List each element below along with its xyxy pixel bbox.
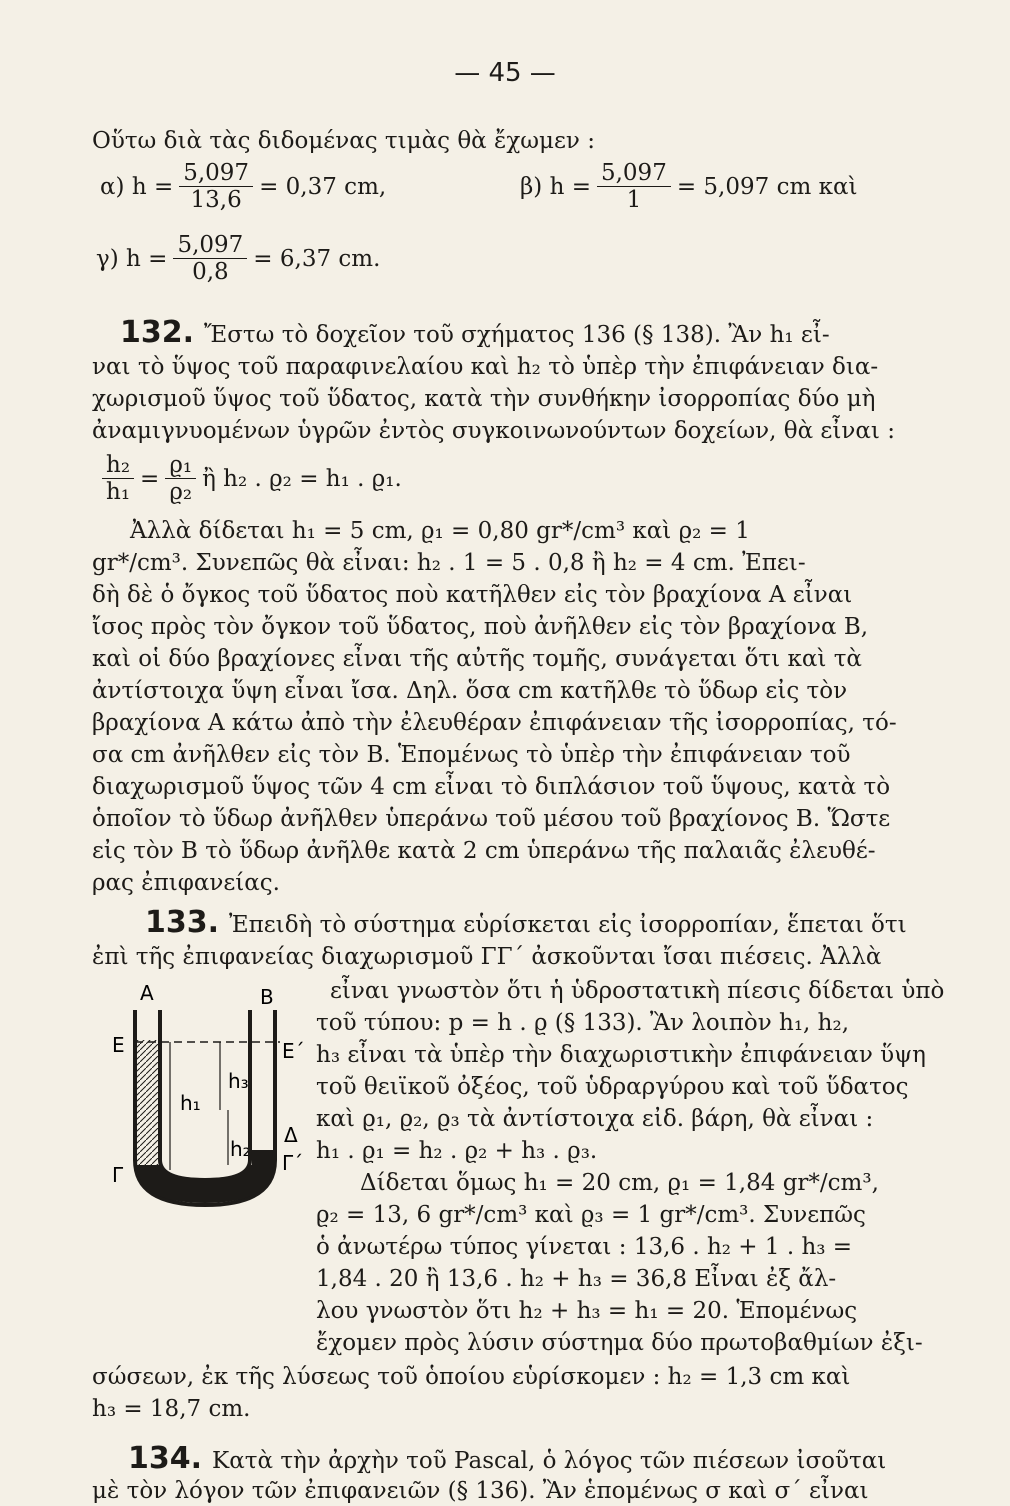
s133-end-1: σώσεων, ἐκ τῆς λύσεως τοῦ ὁποίου εὑρίσκομεν : h₂ = 1,3 cm καὶ	[92, 1364, 851, 1390]
s133-line-2: ἐπὶ τῆς ἐπιφανείας διαχωρισμοῦ ΓΓ΄ ἀσκοῦνται ἴσαι πιέσεις. Ἀλλὰ	[92, 944, 882, 970]
s133-right-3: h₃ εἶναι τὰ ὑπὲρ τὴν διαχωριστικὴν ἐπιφάνειαν ὕψη	[316, 1042, 926, 1068]
s134-line-1: 134. Κατὰ τὴν ἀρχὴν τοῦ Pascal, ὁ λόγος τῶν πιέσεων ἰσοῦται	[128, 1441, 887, 1476]
s133-right-12: ἔχομεν πρὸς λύσιν σύστημα δύο πρωτοβαθμίων ἐξι-	[316, 1330, 923, 1356]
figure-label-d: Δ	[284, 1123, 298, 1147]
s133-right-11: λου γνωστὸν ὅτι h₂ + h₃ = h₁ = 20. Ἑπομένως	[316, 1298, 858, 1324]
s132-line-13: διαχωρισμοῦ ὕψος τῶν 4 cm εἶναι τὸ διπλάσιον τοῦ ὕψους, κατὰ τὸ	[92, 774, 891, 800]
s132-line-16: ρας ἐπιφανείας.	[92, 870, 280, 896]
s132-line-15: εἰς τὸν Β τὸ ὕδωρ ἀνῆλθε κατὰ 2 cm ὑπεράνω τῆς παλαιᾶς ἐλευθέ-	[92, 838, 876, 864]
equation-g: γ) h = $\frac{5,097}{0,8}$ = 6,37 cm.	[96, 232, 381, 285]
figure-label-h3: h₃	[228, 1069, 249, 1093]
s133-right-6: h₁ . ϱ₁ = h₂ . ϱ₂ + h₃ . ϱ₃.	[316, 1138, 598, 1164]
s133-right-10: 1,84 . 20 ἢ 13,6 . h₂ + h₃ = 36,8 Εἶναι ἐξ ἄλ-	[316, 1266, 837, 1292]
figure-label-g-prime: Γ΄	[282, 1151, 304, 1175]
u-tube-figure	[110, 960, 310, 1210]
s134-line-2: μὲ τὸν λόγον τῶν ἐπιφανειῶν (§ 136). Ἂν ἑπομένως σ καὶ σ΄ εἶναι	[92, 1478, 869, 1504]
s132-line-11: βραχίονα Α κάτω ἀπὸ τὴν ἐλευθέραν ἐπιφάνειαν τῆς ἰσορροπίας, τό-	[92, 710, 897, 736]
s133-right-8: ϱ₂ = 13, 6 gr*/cm³ καὶ ϱ₃ = 1 gr*/cm³. Συνεπῶς	[316, 1202, 866, 1228]
equation-b: β) h = $\frac{5,097}{1}$ = 5,097 cm καὶ	[520, 160, 858, 213]
figure-label-e-prime: E΄	[282, 1039, 305, 1063]
figure-label-b: B	[260, 985, 274, 1009]
s132-line-14: ὁποῖον τὸ ὕδωρ ἀνῆλθεν ὑπεράνω τοῦ μέσου τοῦ βραχίονος Β. Ὥστε	[92, 806, 891, 832]
intro-line: Οὕτω διὰ τὰς διδομένας τιμὰς θὰ ἔχωμεν :	[92, 128, 595, 154]
s133-line-1: 133. Ἐπειδὴ τὸ σύστημα εὑρίσκεται εἰς ἰσορροπίαν, ἕπεται ὅτι	[145, 905, 907, 940]
figure-label-e: E	[112, 1033, 125, 1057]
s132-line-2: ναι τὸ ὕψος τοῦ παραφινελαίου καὶ h₂ τὸ ὑπὲρ τὴν ἐπιφάνειαν δια-	[92, 354, 879, 380]
s132-line-8: ἴσος πρὸς τὸν ὄγκον τοῦ ὕδατος, ποὺ ἀνῆλθεν εἰς τὸν βραχίονα Β,	[92, 614, 869, 640]
s133-right-4: τοῦ θειϊκοῦ ὀξέος, τοῦ ὑδραργύρου καὶ τοῦ ὕδατος	[316, 1074, 909, 1100]
s132-line-4: ἀναμιγνυομένων ὑγρῶν ἐντὸς συγκοινωνούντων δοχείων, θὰ εἶναι :	[92, 418, 895, 444]
figure-label-h1: h₁	[180, 1091, 201, 1115]
s132-line-3: χωρισμοῦ ὕψος τοῦ ὕδατος, κατὰ τὴν συνθήκην ἰσορροπίας δύο μὴ	[92, 386, 876, 412]
s133-right-7: Δίδεται ὅμως h₁ = 20 cm, ϱ₁ = 1,84 gr*/cm³,	[360, 1170, 879, 1196]
page-number: — 45 —	[454, 58, 556, 88]
s132-ratio-equation: $\frac{\text{h₂}}{\text{h₁}}$ = $\frac{\text{ϱ₁}}{\text{ϱ₂}}$ ἢ h₂ . ϱ₂ = h₁ . ϱ₁.	[96, 452, 402, 505]
s133-right-2: τοῦ τύπου: p = h . ϱ (§ 133). Ἂν λοιπὸν h₁, h₂,	[316, 1010, 850, 1036]
s132-line-12: σα cm ἀνῆλθεν εἰς τὸν Β. Ἑπομένως τὸ ὑπὲρ τὴν ἐπιφάνειαν τοῦ	[92, 742, 851, 768]
s132-line-5: Ἀλλὰ δίδεται h₁ = 5 cm, ϱ₁ = 0,80 gr*/cm³ καὶ ϱ₂ = 1	[130, 518, 750, 544]
s133-end-2: h₃ = 18,7 cm.	[92, 1396, 251, 1422]
figure-label-a: A	[140, 981, 154, 1005]
figure-label-g: Γ	[112, 1163, 124, 1187]
s132-line-9: καὶ οἱ δύο βραχίονες εἶναι τῆς αὐτῆς τομῆς, συνάγεται ὅτι καὶ τὰ	[92, 646, 862, 672]
s133-right-1: εἶναι γνωστὸν ὅτι ἡ ὑδροστατικὴ πίεσις δίδεται ὑπὸ	[330, 978, 945, 1004]
s132-line-10: ἀντίστοιχα ὕψη εἶναι ἴσα. Δηλ. ὅσα cm κατῆλθε τὸ ὕδωρ εἰς τὸν	[92, 678, 848, 704]
figure-label-h2: h₂	[230, 1137, 251, 1161]
s133-right-5: καὶ ϱ₁, ϱ₂, ϱ₃ τὰ ἀντίστοιχα εἰδ. βάρη, θὰ εἶναι :	[316, 1106, 874, 1132]
s132-line-6: gr*/cm³. Συνεπῶς θὰ εἶναι: h₂ . 1 = 5 . 0,8 ἢ h₂ = 4 cm. Ἐπει-	[92, 550, 806, 576]
s133-right-9: ὁ ἀνωτέρω τύπος γίνεται : 13,6 . h₂ + 1 . h₃ =	[316, 1234, 853, 1260]
s132-line-1: 132. Ἔστω τὸ δοχεῖον τοῦ σχήματος 136 (§ 138). Ἂν h₁ εἶ-	[120, 315, 830, 350]
equation-a: α) h = $\frac{5,097}{13,6}$ = 0,37 cm,	[100, 160, 387, 213]
s132-line-7: δὴ δὲ ὁ ὄγκος τοῦ ὕδατος ποὺ κατῆλθεν εἰς τὸν βραχίονα Α εἶναι	[92, 582, 853, 608]
